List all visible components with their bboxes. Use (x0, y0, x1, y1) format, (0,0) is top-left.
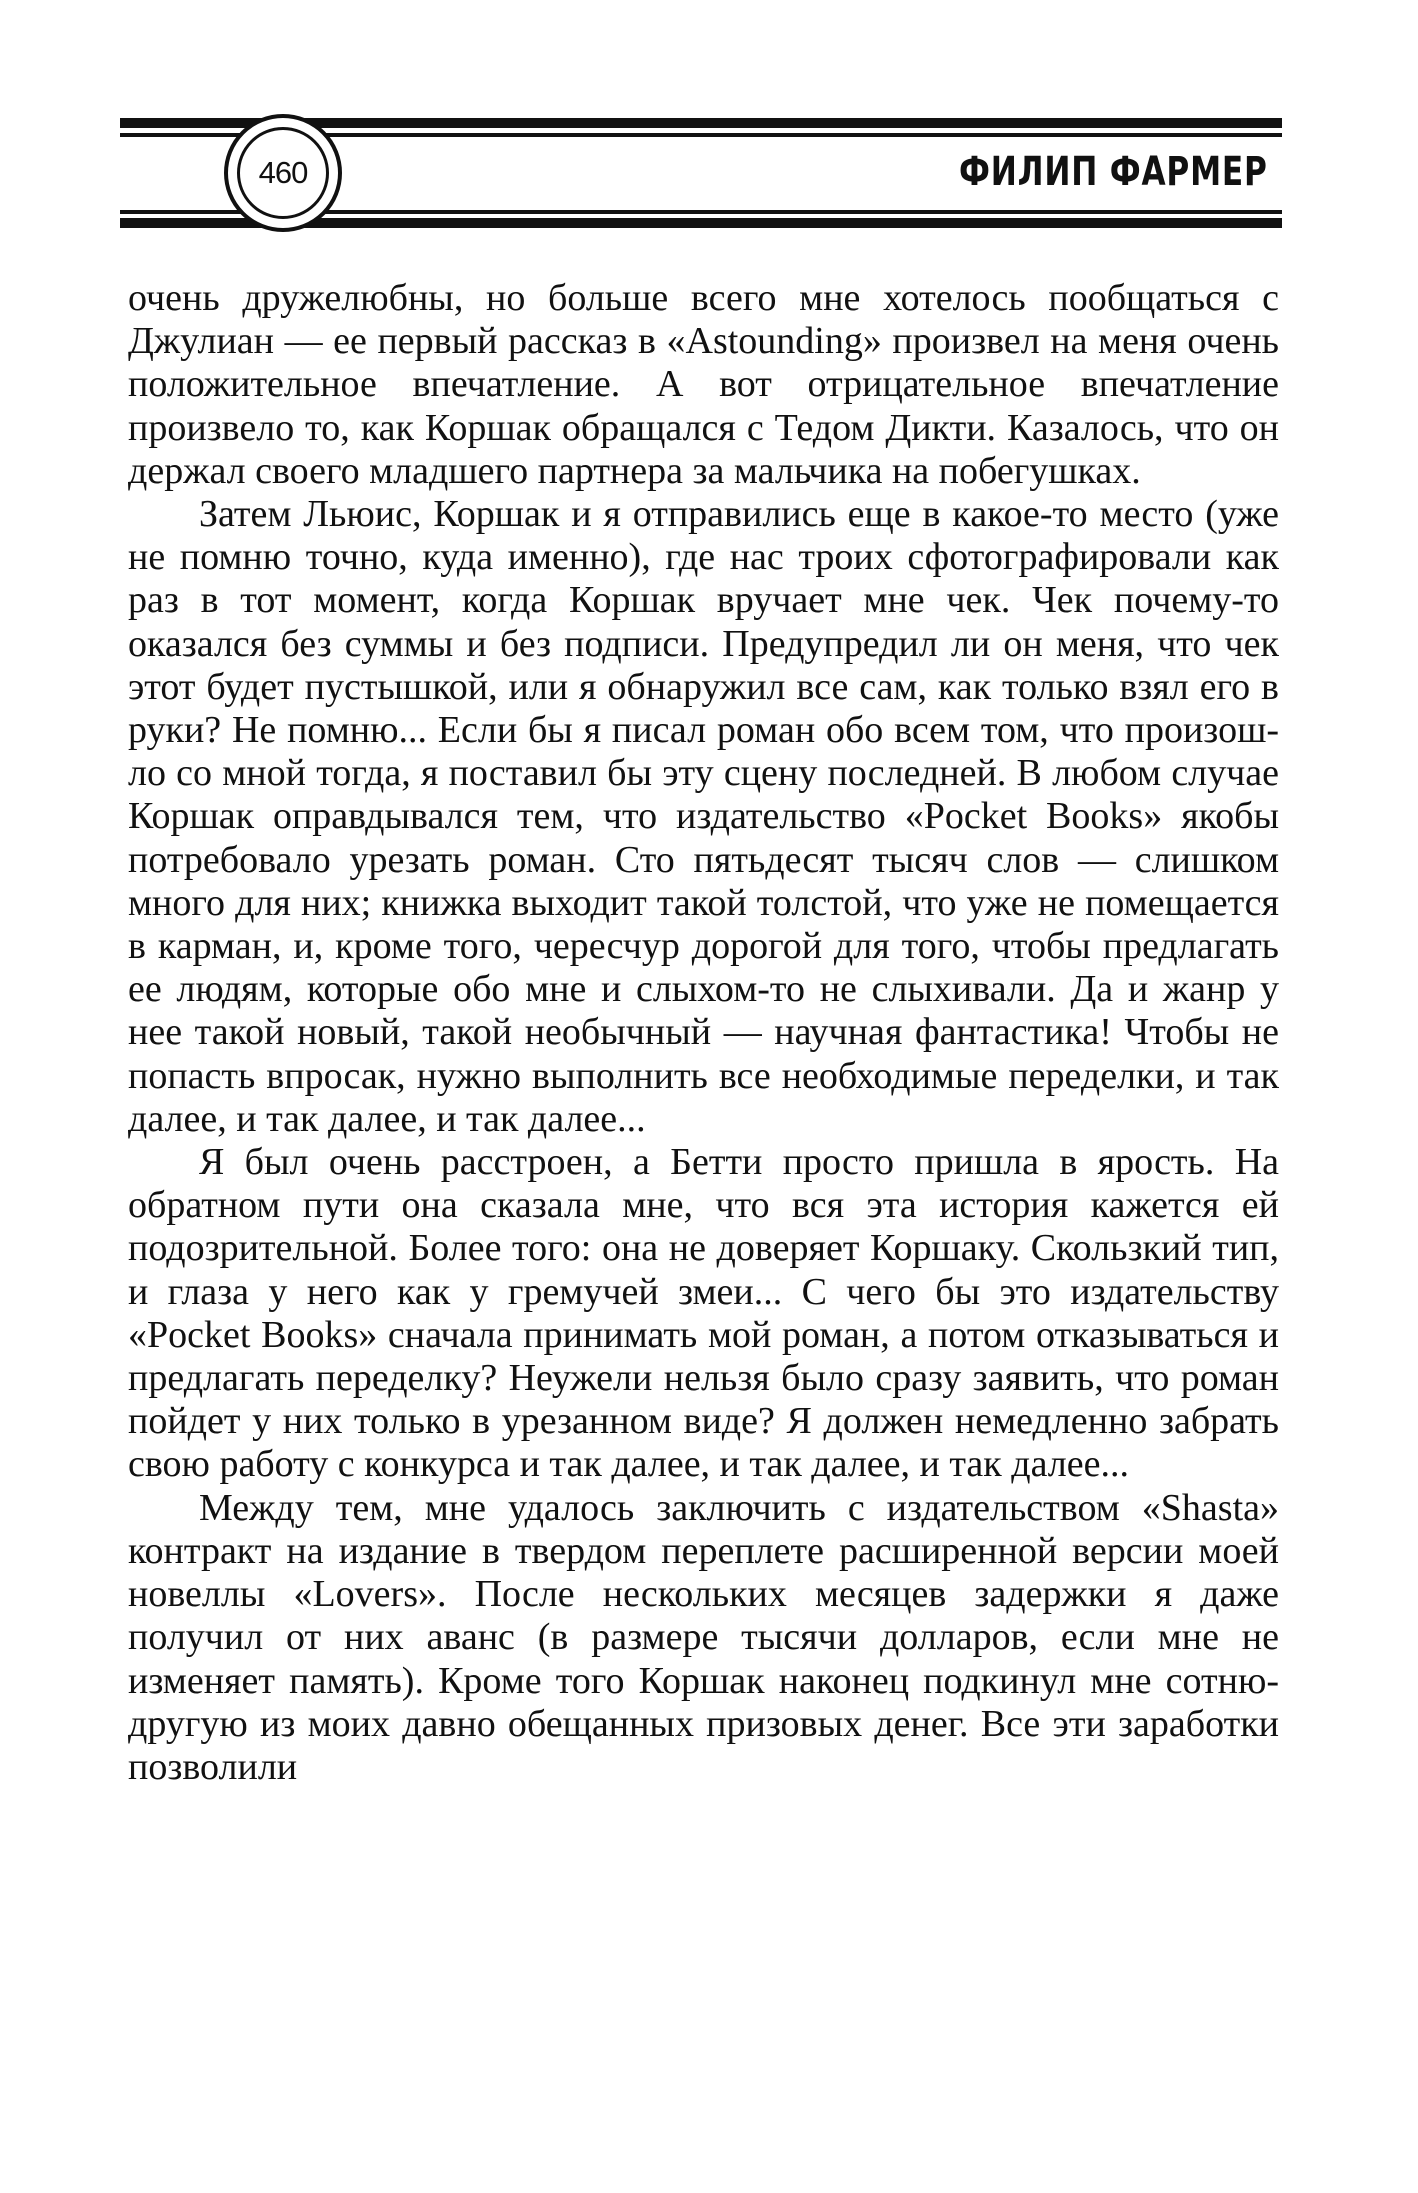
page-number-badge (224, 114, 342, 232)
paragraph: очень дружелюбны, но больше всего мне хотелось пообщаться с Джулиан — ее первый рассказ в «Astounding» произвел на меня очень положительное впечатление. А вот отрицательное впечатление произвело то, как Коршак обращался с Тедом Дикти. Казалось, что он держал своего младшего партнера за мальчика на побегушках. (128, 277, 1279, 492)
paragraph: Я был очень расстроен, а Бетти просто пришла в ярость. На обратном пути она сказала мне, что вся эта история кажется ей подозрительной. Более того: она не доверяет Коршаку. Скользкий тип, и глаза у него как у гремучей змеи... С чего бы это издательству «Pocket Books» сначала принимать мой роман, а потом отказываться и предлагать переделку? Неужели нельзя было сразу заявить, что роман пойдет у них только в урезанном виде? Я должен немедленно забрать свою работу с конкурса и так далее, и так далее, и так далее... (128, 1141, 1279, 1486)
running-head-author: ФИЛИП ФАРМЕР (959, 149, 1268, 195)
page-header (120, 118, 1282, 238)
paragraph: Между тем, мне удалось заключить с издательством «Shasta» контракт на издание в твердом переплете расширенной версии моей новеллы «Lovers». После нескольких месяцев задержки я даже получил от них аванс (в размере тысячи долларов, если мне не изменяет память). Кроме того Коршак наконец подкинул мне сотню-другую из моих давно обещанных призовых денег. Все эти заработки позволили (128, 1486, 1279, 1788)
page-number: 460 (237, 127, 329, 219)
body-text (128, 277, 1279, 1789)
paragraph: Затем Льюис, Коршак и я отправились еще в какое-то место (уже не помню точно, куда именно), где нас троих сфотографировали как раз в тот момент, когда Коршак вручает мне чек. Чек почему-то оказался без суммы и без подписи. Предупредил ли он меня, что чек этот будет пустышкой, или я обнаружил все сам, как только взял его в руки? Не помню... Если бы я писал роман обо всем том, что произошло со мной тогда, я поставил бы эту сцену последней. В любом случае Коршак оправдывался тем, что издательство «Pocket Books» якобы потребовало урезать роман. Сто пятьдесят тысяч слов — слишком много для них; книжка выходит такой толстой, что уже не помещается в карман, и, кроме того, чересчур дорогой для того, чтобы предлагать ее людям, которые обо мне и слыхом-то не слыхивали. Да и жанр у нее такой новый, такой необычный — научная фантастика! Чтобы не попасть впросак, нужно выполнить все необходимые переделки, и так далее, и так далее, и так далее... (128, 493, 1279, 1140)
